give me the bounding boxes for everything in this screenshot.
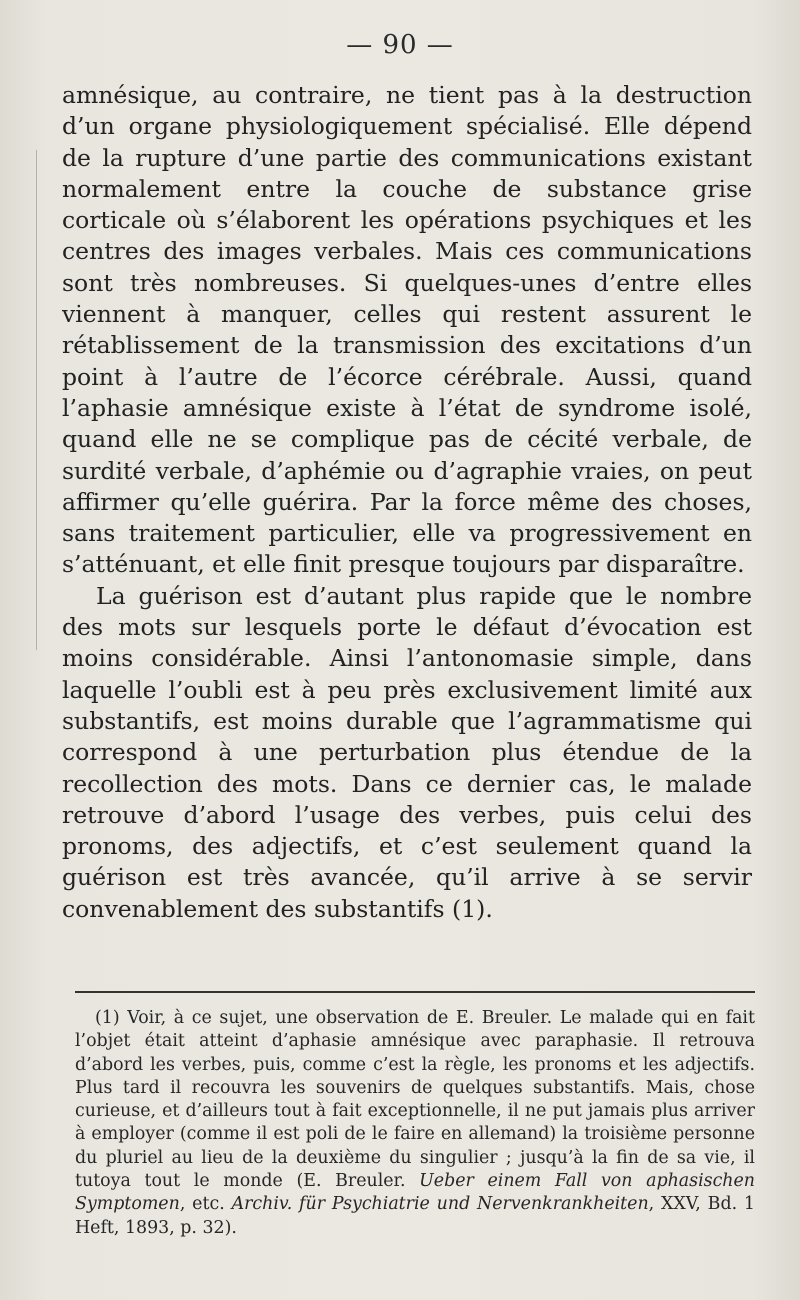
paragraph-2: La guérison est d’autant plus rapide que le nombre des mots sur lesquels porte le défaut d’évocation est moins considérable. Ainsi l’antonomasie simple, dans laquelle l’oubli est à peu près exclusivement limité aux substantifs, est moins durable que l’agrammatisme qui correspond à une perturbation plus étendue de la recollection des mots. Dans ce dernier cas, le malade retrouve d’abord l’usage des verbes, puis celui des pronoms, des adjectifs, et c’est seulement quand la guérison est très avancée, qu’il arrive à se servir convenablement des substantifs (1).: [62, 581, 752, 923]
margin-pencil-line: [36, 150, 37, 650]
footnote-journal: Archiv. für Psychiatrie und Nervenkrankheiten: [231, 1194, 649, 1215]
main-text: [62, 80, 752, 925]
footnote-text: (1) Voir, à ce sujet, une observation de E. Breuler. Le malade qui en fait l’objet était atteint d’aphasie amnésique avec paraphasie. Il retrouva d’abord les verbes, puis, comme c’est la règle, les pronoms et les adjectifs. Plus tard il recouvra les souvenirs de quelques substantifs. Mais, chose curieuse, et d’ailleurs tout à fait exceptionnelle, il ne put jamais plus arriver à employer (comme il est poli de le faire en allemand) la troisième personne du pluriel au lieu de la deuxième du singulier ; jusqu’à la fin de sa vie, il tutoya tout le monde (E. Breuler.: [75, 1008, 755, 1192]
footnote-etc: , etc.: [179, 1194, 225, 1215]
footnote-paragraph: [75, 1007, 755, 1240]
footnote-cited-title: Ueber einem Fall von aphasischen Symptomen: [75, 1171, 755, 1215]
footnote-citation-end: , XXV, Bd. 1 Heft, 1893, p. 32).: [75, 1194, 755, 1238]
paragraph-1: amnésique, au contraire, ne tient pas à la destruction d’un organe physiologiquement spécialisé. Elle dépend de la rupture d’une partie des communications existant normalement entre la couche de substance grise corticale où s’élaborent les opérations psychiques et les centres des images verbales. Mais ces communications sont très nombreuses. Si quelques-unes d’entre elles viennent à manquer, celles qui restent assurent le rétablissement de la transmission des excitations d’un point à l’autre de l’écorce cérébrale. Aussi, quand l’aphasie amnésique existe à l’état de syndrome isolé, quand elle ne se complique pas de cécité verbale, de surdité verbale, d’aphémie ou d’agraphie vraies, on peut affirmer qu’elle guérira. Par la force même des choses, sans traitement particulier, elle va progressivement en s’atténuant, et elle finit presque toujours par disparaître.: [62, 81, 752, 579]
footnote: [75, 1007, 755, 1240]
page-number: — 90 —: [346, 30, 454, 60]
footnote-separator: [75, 991, 755, 993]
